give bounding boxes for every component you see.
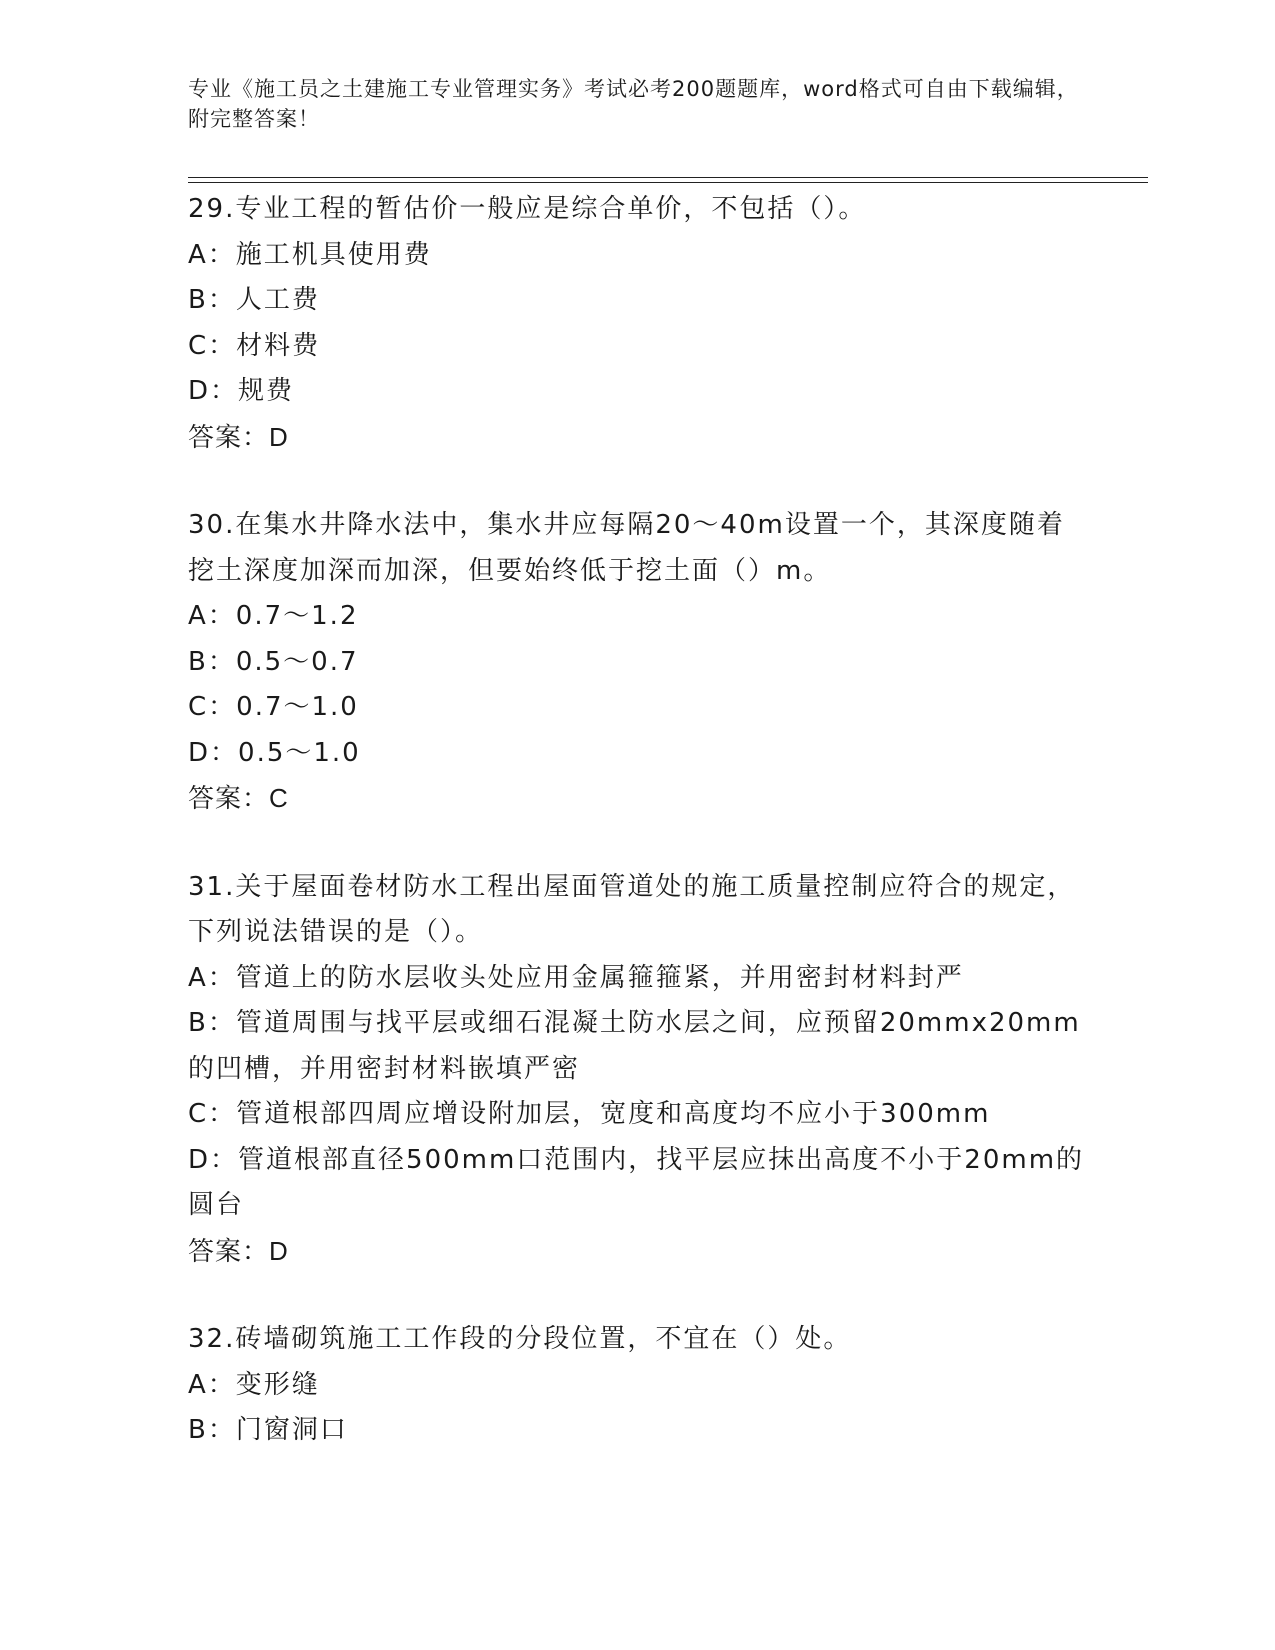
question-text: 29.专业工程的暂估价一般应是综合单价，不包括（）。: [188, 194, 867, 224]
option-d: D：规费: [188, 376, 295, 406]
option-b: B：0.5～0.7: [188, 646, 359, 677]
answer-line: 答案：D: [188, 421, 289, 452]
option-c: C：管道根部四周应增设附加层，宽度和高度均不应小于300mm: [188, 1099, 991, 1129]
option-b: B：管道周围与找平层或细石混凝土防水层之间，应预留20mmx20mm的凹槽，并用密封材料嵌填严密: [188, 1008, 1081, 1084]
option-a: A：管道上的防水层收头处应用金属箍箍紧，并用密封材料封严: [188, 962, 964, 993]
answer-line: 答案：D: [188, 1235, 289, 1266]
option-a: A：变形缝: [188, 1369, 320, 1400]
option-b: B：人工费: [188, 285, 320, 315]
option-a: A：0.7～1.2: [188, 601, 359, 631]
header-divider: [188, 177, 1148, 178]
question-text: 30.在集水井降水法中，集水井应每隔20～40m设置一个，其深度随着挖土深度加深而加深，但要始终低于挖土面（）m。: [188, 510, 1065, 586]
option-a: A：施工机具使用费: [188, 239, 432, 270]
option-b: B：门窗洞口: [188, 1415, 348, 1445]
header-note: 专业《施工员之土建施工专业管理实务》考试必考200题题库，word格式可自由下载编辑，附完整答案！: [188, 77, 1079, 131]
question-text: 32.砖墙砌筑施工工作段的分段位置，不宜在（）处。: [188, 1324, 852, 1354]
header-divider-secondary: [188, 182, 1148, 183]
question-29: [188, 187, 1088, 460]
option-d: D：管道根部直径500mm口范围内，找平层应抹出高度不小于20mm的圆台: [188, 1144, 1085, 1220]
option-c: C：材料费: [188, 330, 321, 361]
question-text: 31.关于屋面卷材防水工程出屋面管道处的施工质量控制应符合的规定，下列说法错误的是（）。: [188, 871, 1076, 947]
option-d: D：0.5～1.0: [188, 737, 361, 768]
answer-line: 答案：C: [188, 783, 289, 813]
question-32: [188, 1317, 1088, 1454]
question-30: [188, 503, 1088, 822]
question-31: [188, 865, 1088, 1275]
question-list: [188, 187, 1088, 1497]
option-c: C：0.7～1.0: [188, 692, 359, 722]
